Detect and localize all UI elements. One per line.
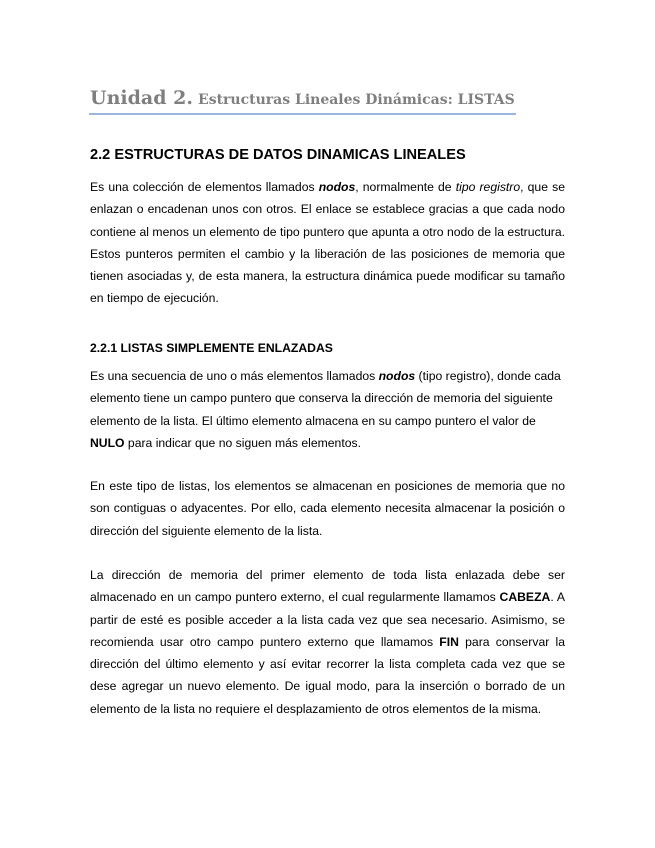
term-nodos: nodos (318, 180, 356, 194)
header-unit: Unidad 2. (90, 87, 193, 109)
text-run: . A partir de esté es posible acceder a la lista cada vez que sea necesario. Asimismo, se recomienda usar otro campo puntero externo que llamamos (90, 590, 565, 649)
text-run: En este tipo de listas, los elementos se almacenan en posiciones de memoria que no son contiguas o adyacentes. Por ello, cada elemento necesita almacenar la posición o dirección del siguiente elemento de la lista. (90, 479, 565, 538)
text-run: La dirección de memoria del primer elemento de toda lista enlazada debe ser almacenado en un campo puntero externo, el cual regularmente llamamos (90, 568, 565, 605)
header-subtitle: Estructuras Lineales Dinámicas: LISTAS (198, 92, 515, 108)
section-title: 2.2 ESTRUCTURAS DE DATOS DINAMICAS LINEALES (90, 147, 466, 163)
text-run: Es una secuencia de uno o más elementos llamados (90, 369, 379, 383)
term-fin: FIN (439, 634, 459, 649)
text-run: (tipo registro), donde cada elemento tiene un campo puntero que conserva la dirección de memoria del siguiente elemento de la lista. El último elemento almacena en su campo puntero el valor de (90, 369, 561, 428)
term-cabeza: CABEZA (499, 590, 551, 605)
term-nodos: nodos (378, 369, 416, 383)
paragraph-head-pointer (90, 564, 565, 720)
text-run: , normalmente de (355, 180, 456, 194)
section-intro-paragraph (90, 176, 565, 310)
term-tipo-registro: tipo registro (455, 180, 521, 194)
text-run: , que se enlazan o encadenan unos con otros. El enlace se establece gracias a que cada nodo contiene al menos un elemento de tipo puntero que apunta a otro nodo de la estructura. Estos punteros permiten el cambio y la liberación de las posiciones de memoria que tienen asociadas y, de esta manera, la estructura dinámica puede modificar su tamaño en tiempo de ejecución. (90, 180, 565, 306)
paragraph-memory (90, 475, 565, 542)
text-run: para indicar que no siguen más elementos. (124, 435, 361, 450)
term-nulo: NULO (90, 435, 125, 450)
text-run: para conservar la dirección del último elemento y así evitar recorrer la lista completa cada vez que se dese agregar un nuevo elemento. De igual modo, para la inserción o borrado de un elemento de la lista no requiere el desplazamiento de otros elementos de la misma. (90, 634, 565, 716)
subsection-title: 2.2.1 LISTAS SIMPLEMENTE ENLAZADAS (90, 341, 333, 355)
header-rule (89, 113, 516, 115)
text-run: Es una colección de elementos llamados (90, 180, 319, 194)
paragraph-definition (90, 365, 565, 454)
running-header (90, 87, 516, 109)
